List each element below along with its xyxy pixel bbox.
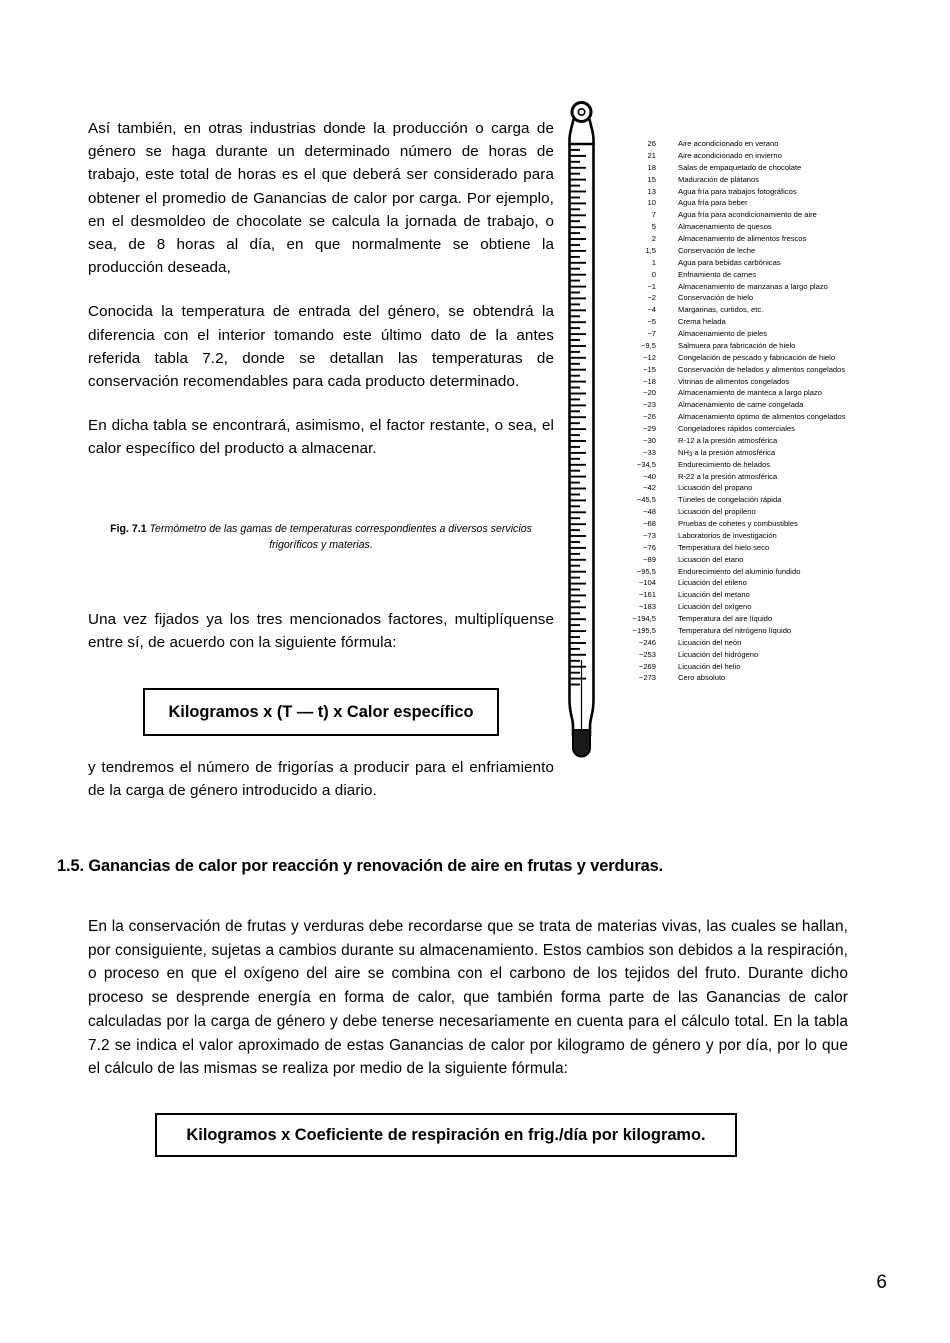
thermometer-scale-row <box>612 269 902 281</box>
thermometer-label: Aire acondicionado en invierno <box>678 150 782 160</box>
thermometer-value: 5 <box>651 222 656 232</box>
thermometer-scale-row <box>612 150 902 162</box>
figure-caption <box>88 521 554 553</box>
thermometer-value: 1,5 <box>645 245 656 255</box>
thermometer-value: −9,5 <box>641 340 656 350</box>
thermometer-label: Licuación del neón <box>678 637 742 647</box>
thermometer-value: −45,5 <box>636 495 656 505</box>
thermometer-value: −30 <box>643 435 656 445</box>
thermometer-scale-row <box>612 292 902 304</box>
post-formula-text <box>88 756 554 802</box>
thermometer-label: Maduración de plátanos <box>678 174 760 184</box>
thermometer-scale-list <box>612 138 902 684</box>
thermometer-value: −40 <box>643 471 656 481</box>
thermometer-scale-row <box>612 233 902 245</box>
thermometer-value: −42 <box>643 483 656 493</box>
thermometer-value: −183 <box>638 602 656 612</box>
thermometer-scale-row <box>612 197 902 209</box>
thermometer-value: −195,5 <box>632 625 656 635</box>
thermometer-label: Licuación del hidrógeno <box>678 649 759 659</box>
thermometer-value: −194,5 <box>632 614 656 623</box>
thermometer-scale-row <box>612 601 902 613</box>
thermometer-value: −76 <box>643 542 656 552</box>
thermometer-scale-row <box>612 471 902 483</box>
figure-caption-text: Termómetro de las gamas de temperaturas correspondientes a diversos servicios frigoríficos y materias. <box>146 523 532 551</box>
thermometer-label: Temperatura del nitrógeno líquido <box>678 625 792 635</box>
paragraph-4: Una vez fijados ya los tres mencionados factores, multiplíquense entre sí, de acuerdo con la siguiente fórmula: <box>88 611 554 652</box>
thermometer-label: Túneles de congelación rápida <box>678 495 782 505</box>
thermometer-scale-row <box>612 459 902 471</box>
thermometer-value: −68 <box>643 519 656 528</box>
formula-box-heat-load <box>143 688 499 736</box>
thermometer-scale-row <box>612 186 902 198</box>
thermometer-value: −104 <box>638 578 656 588</box>
thermometer-value: −48 <box>643 507 656 517</box>
thermometer-scale-row <box>612 423 902 435</box>
thermometer-scale-row <box>612 518 902 530</box>
thermometer-label: Agua fría para acondicionamiento de aire <box>678 210 817 220</box>
thermometer-label: Vitrinas de alimentos congelados <box>678 376 790 386</box>
thermometer-scale-row <box>612 399 902 411</box>
paragraph-6: En la conservación de frutas y verduras debe recordarse que se trata de materias vivas, las cuales se hallan, por consiguiente, sujetas a cambios durante su almacenamiento. Estos cambios son debidos a la respiración, o proceso en que el oxígeno del aire se combina con el carbono de los tejidos del fruto. Durante dicho proceso se desprende energía en forma de calor, que también forma parte de las Ganancias de calor calculadas por la carga de género y debe tenerse necesariamente en cuenta para el cálculo total. En la tabla 7.2 se indica el valor aproximado de estas Ganancias de calor por kilogramo de género y por día, por lo que el cálculo de las mismas se realiza por medio de la siguiente fórmula: <box>88 918 848 1078</box>
thermometer-label: Enfriamiento de carnes <box>678 269 757 279</box>
thermometer-value: −33 <box>643 447 656 457</box>
thermometer-value: −1 <box>647 281 656 291</box>
thermometer-scale-row <box>612 637 902 649</box>
thermometer-scale-row <box>612 245 902 257</box>
thermometer-label: Laboratorios de investigación <box>678 530 777 540</box>
thermometer-scale-row <box>612 649 902 661</box>
thermometer-value: −7 <box>647 329 656 338</box>
thermometer-value: 2 <box>651 234 656 243</box>
thermometer-scale-row <box>612 613 902 625</box>
thermometer-label: Endurecimiento de helados <box>678 459 771 469</box>
thermometer-value: 10 <box>647 198 656 208</box>
thermometer-value: −73 <box>643 530 656 540</box>
pre-formula-text <box>88 608 554 654</box>
thermometer-label: Aire acondicionado en verano <box>678 139 779 148</box>
thermometer-value: −246 <box>638 637 656 647</box>
thermometer-value: −34,5 <box>636 459 656 469</box>
thermometer-label: Almacenamiento de carne congelada <box>678 400 804 410</box>
thermometer-scale-row <box>612 542 902 554</box>
thermometer-scale-row <box>612 209 902 221</box>
thermometer-value: −20 <box>643 388 656 398</box>
page-number: 6 <box>876 1272 887 1293</box>
paragraph-1: Así también, en otras industrias donde la producción o carga de género se haga durante un determinado número de horas de trabajo, este total de horas es el que deberá ser considerado para obtener el promedio de Ganancias de calor por carga. Por ejemplo, en el desmoldeo de chocolate se calcula la jornada de trabajo, o sea, de 8 horas al día, en que normalmente se obtiene la producción deseada, <box>88 120 554 277</box>
thermometer-label: Licuación del helio <box>678 661 741 671</box>
thermometer-scale-row <box>612 494 902 506</box>
thermometer-scale-row <box>612 566 902 578</box>
thermometer-label: R-12 a la presión atmosférica <box>678 435 778 445</box>
thermometer-value: −253 <box>638 649 656 659</box>
thermometer-value: −15 <box>643 364 656 374</box>
thermometer-scale-row <box>612 506 902 518</box>
thermometer-value: −2 <box>647 293 656 303</box>
thermometer-value: −269 <box>638 661 656 671</box>
thermometer-scale-row <box>612 221 902 233</box>
thermometer-scale-row <box>612 577 902 589</box>
thermometer-scale-row <box>612 411 902 423</box>
thermometer-scale-row <box>612 376 902 388</box>
thermometer-scale-row <box>612 435 902 447</box>
thermometer-scale-row <box>612 352 902 364</box>
thermometer-value: 13 <box>647 186 656 196</box>
thermometer-value: −161 <box>638 590 656 600</box>
thermometer-label: Crema helada <box>678 317 726 327</box>
paragraph-5: y tendremos el número de frigorías a producir para el enfriamiento de la carga de género introducido a diario. <box>88 759 554 800</box>
thermometer-scale-row <box>612 281 902 293</box>
thermometer-value: −4 <box>647 305 656 315</box>
thermometer-label: Conservación de leche <box>678 245 756 255</box>
thermometer-label: Agua fría para beber <box>678 198 748 208</box>
thermometer-value: 18 <box>647 162 656 172</box>
thermometer-scale-row <box>612 138 902 150</box>
thermometer-value: 0 <box>651 269 656 279</box>
thermometer-value: 26 <box>647 139 656 148</box>
thermometer-scale-row <box>612 387 902 399</box>
thermometer-label: Licuación del metano <box>678 590 750 600</box>
thermometer-scale-row <box>612 554 902 566</box>
thermometer-label: Licuación del oxígeno <box>678 602 752 612</box>
thermometer-value: −95,5 <box>636 566 656 576</box>
thermometer-label: Licuación del etileno <box>678 578 747 588</box>
thermometer-scale-row <box>612 661 902 673</box>
formula-box-respiration <box>155 1113 737 1157</box>
thermometer-label: Licuación del etano <box>678 554 744 564</box>
thermometer-value: −18 <box>643 376 656 386</box>
thermometer-value: −89 <box>643 554 656 564</box>
thermometer-value: −23 <box>643 400 656 410</box>
thermometer-value: 15 <box>647 174 656 184</box>
thermometer-value: 21 <box>647 150 656 160</box>
thermometer-scale-row <box>612 304 902 316</box>
thermometer-figure <box>560 100 900 765</box>
thermometer-value: −12 <box>643 352 656 362</box>
thermometer-label: Salas de empaquetado de chocolate <box>678 162 802 172</box>
thermometer-scale-row <box>612 257 902 269</box>
thermometer-value: −5 <box>647 317 656 327</box>
thermometer-label: Agua para bebidas carbónicas <box>678 257 781 267</box>
thermometer-label: Licuación del propano <box>678 483 753 493</box>
thermometer-label: Conservación de hielo <box>678 293 754 303</box>
upper-text-column <box>88 117 554 461</box>
thermometer-scale-row <box>612 328 902 340</box>
thermometer-label: Almacenamiento óptimo de alimentos congelados <box>678 412 846 422</box>
thermometer-scale-row <box>612 316 902 328</box>
section-body-text <box>88 915 848 1081</box>
figure-caption-label: Fig. 7.1 <box>110 523 147 535</box>
thermometer-label: Cero absoluto <box>678 673 726 683</box>
thermometer-scale-row <box>612 174 902 186</box>
thermometer-scale-row <box>612 340 902 352</box>
thermometer-label: Almacenamiento de manzanas a largo plazo <box>678 281 828 291</box>
thermometer-scale-row <box>612 530 902 542</box>
thermometer-label: Congelación de pescado y fabricación de hielo <box>678 352 836 362</box>
thermometer-label: Conservación de helados y alimentos congelados <box>678 364 846 374</box>
thermometer-scale-row <box>612 589 902 601</box>
thermometer-label: Licuación del propileno <box>678 507 756 517</box>
thermometer-label: Temperatura del hielo seco <box>678 542 770 552</box>
paragraph-2: Conocida la temperatura de entrada del género, se obtendrá la diferencia con el interior tomando este último dato de la antes referida tabla 7.2, donde se detallan las temperaturas de conservación recomendables para cada producto determinado. <box>88 303 554 391</box>
paragraph-3: En dicha tabla se encontrará, asimismo, el factor restante, o sea, el calor específico del producto a almacenar. <box>88 417 554 458</box>
thermometer-value: −273 <box>638 673 656 683</box>
thermometer-scale-row <box>612 162 902 174</box>
thermometer-label: Almacenamiento de pieles <box>678 329 768 338</box>
thermometer-scale-row <box>612 482 902 494</box>
thermometer-label: Almacenamiento de manteca a largo plazo <box>678 388 822 398</box>
thermometer-icon <box>560 100 620 765</box>
thermometer-label: Temperatura del aire líquido <box>678 614 773 623</box>
thermometer-label: Margarinas, curtidos, etc. <box>678 305 764 315</box>
formula-2-text: Kilogramos x Coeficiente de respiración en frig./día por kilogramo. <box>186 1125 706 1144</box>
thermometer-value: 1 <box>651 257 656 267</box>
thermometer-label: R-22 a la presión atmosférica <box>678 471 778 481</box>
thermometer-label: Congeladores rápidos comerciales <box>678 424 795 433</box>
thermometer-value: −29 <box>643 424 656 433</box>
thermometer-label: Almacenamiento de alimentos frescos <box>678 234 807 243</box>
thermometer-scale-row <box>612 625 902 637</box>
thermometer-label: Endurecimiento del aluminio fundido <box>678 566 801 576</box>
thermometer-scale-row <box>612 672 902 684</box>
thermometer-scale-row <box>612 364 902 376</box>
thermometer-label: Agua fría para trabajos fotográficos <box>678 186 797 196</box>
thermometer-scale-row <box>612 447 902 459</box>
thermometer-label: Pruebas de cohetes y combustibles <box>678 519 798 528</box>
thermometer-value: 7 <box>651 210 656 220</box>
section-heading-1-5: 1.5. Ganancias de calor por reacción y renovación de aire en frutas y verduras. <box>57 857 664 875</box>
thermometer-label: Salmuera para fabricación de hielo <box>678 340 796 350</box>
thermometer-label: $NH_3$ a la presión atmosférica <box>678 447 776 459</box>
formula-1-text: Kilogramos x (T — t) x Calor específico <box>168 702 474 721</box>
thermometer-label: Almacenamiento de quesos <box>678 222 772 232</box>
thermometer-value: −26 <box>643 412 656 422</box>
